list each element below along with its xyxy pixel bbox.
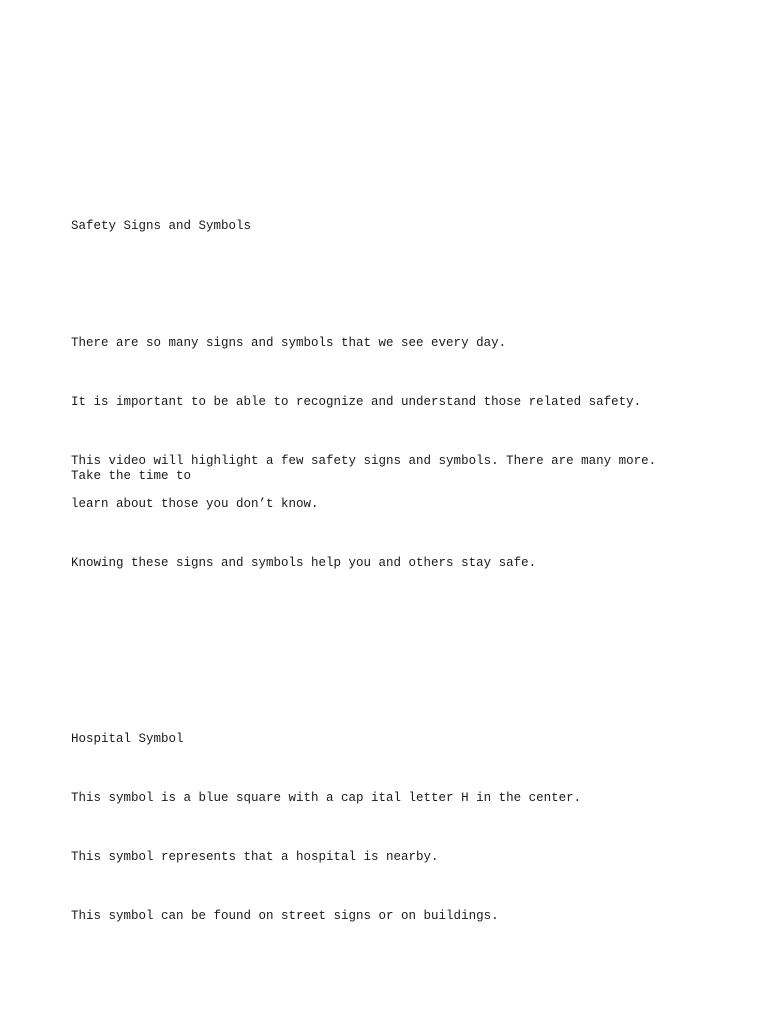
section-heading: Hospital Symbol [71, 732, 184, 746]
section-paragraph: This symbol represents that a hospital is nearby. [71, 850, 439, 864]
document-title: Safety Signs and Symbols [71, 219, 252, 233]
intro-paragraph: learn about those you don’t know. [71, 497, 319, 511]
intro-paragraph: This video will highlight a few safety signs and symbols. There are many more. Take the time to [71, 454, 657, 483]
intro-paragraph: Knowing these signs and symbols help you and others stay safe. [71, 556, 537, 570]
section-paragraph: This symbol can be found on street signs or on buildings. [71, 909, 499, 923]
intro-paragraph: It is important to be able to recognize and understand those related safety. [71, 395, 642, 409]
section-paragraph: This symbol is a blue square with a cap ital letter H in the center. [71, 791, 582, 805]
intro-paragraph: There are so many signs and symbols that we see every day. [71, 336, 507, 350]
